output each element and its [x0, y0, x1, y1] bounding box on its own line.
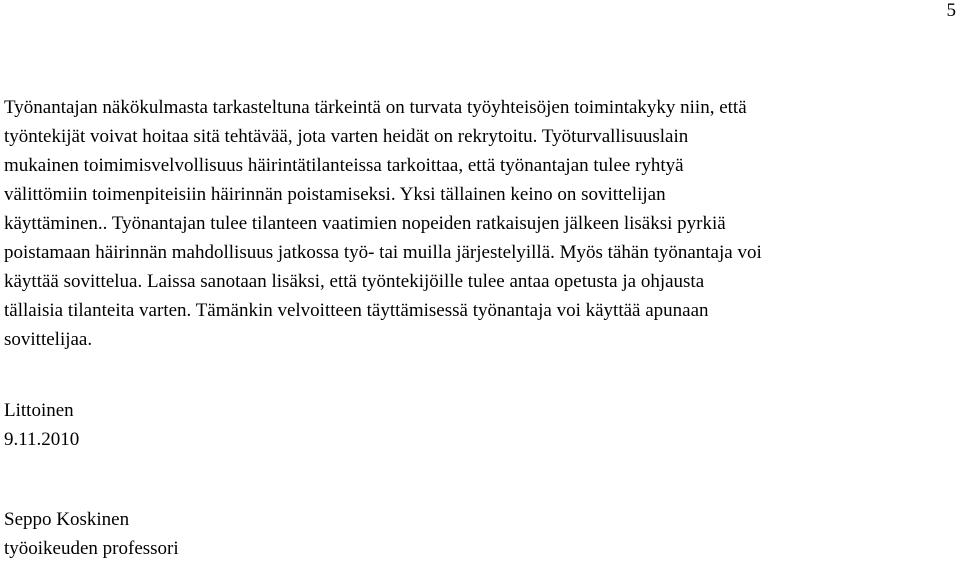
- place: Littoinen: [4, 400, 74, 421]
- body-paragraph: [4, 93, 956, 354]
- paragraph-line: poistamaan häirinnän mahdollisuus jatkossa työ- tai muilla järjestelyillä. Myös tähän työnantaja voi: [4, 242, 762, 263]
- author-name: Seppo Koskinen: [4, 509, 130, 530]
- signature-block: [4, 505, 179, 563]
- paragraph-line: Työnantajan näkökulmasta tarkasteltuna tärkeintä on turvata työyhteisöjen toimintakyky niin, että: [4, 97, 747, 118]
- paragraph-line: käyttää sovittelua. Laissa sanotaan lisäksi, että työntekijöille tulee antaa opetusta ja ohjausta: [4, 271, 705, 292]
- paragraph-line: työntekijät voivat hoitaa sitä tehtävää, jota varten heidät on rekrytoitu. Työturvallisuuslain: [4, 126, 689, 147]
- paragraph-line: tällaisia tilanteita varten. Tämänkin velvoitteen täyttämisessä työnantaja voi käyttää apunaan: [4, 300, 709, 321]
- paragraph-line: välittömiin toimenpiteisiin häirinnän poistamiseksi. Yksi tällainen keino on sovittelijan: [4, 184, 666, 205]
- paragraph-line: mukainen toimimisvelvollisuus häirintätilanteissa tarkoittaa, että työnantajan tulee ryhtyä: [4, 155, 684, 176]
- paragraph-line: käyttäminen.. Työnantajan tulee tilanteen vaatimien nopeiden ratkaisujen jälkeen lisäksi pyrkiä: [4, 213, 726, 234]
- page-number: 5: [946, 0, 956, 21]
- date: 9.11.2010: [4, 429, 80, 450]
- paragraph-line: sovittelijaa.: [4, 329, 93, 350]
- author-title: työoikeuden professori: [4, 538, 179, 559]
- place-date-block: [4, 396, 79, 454]
